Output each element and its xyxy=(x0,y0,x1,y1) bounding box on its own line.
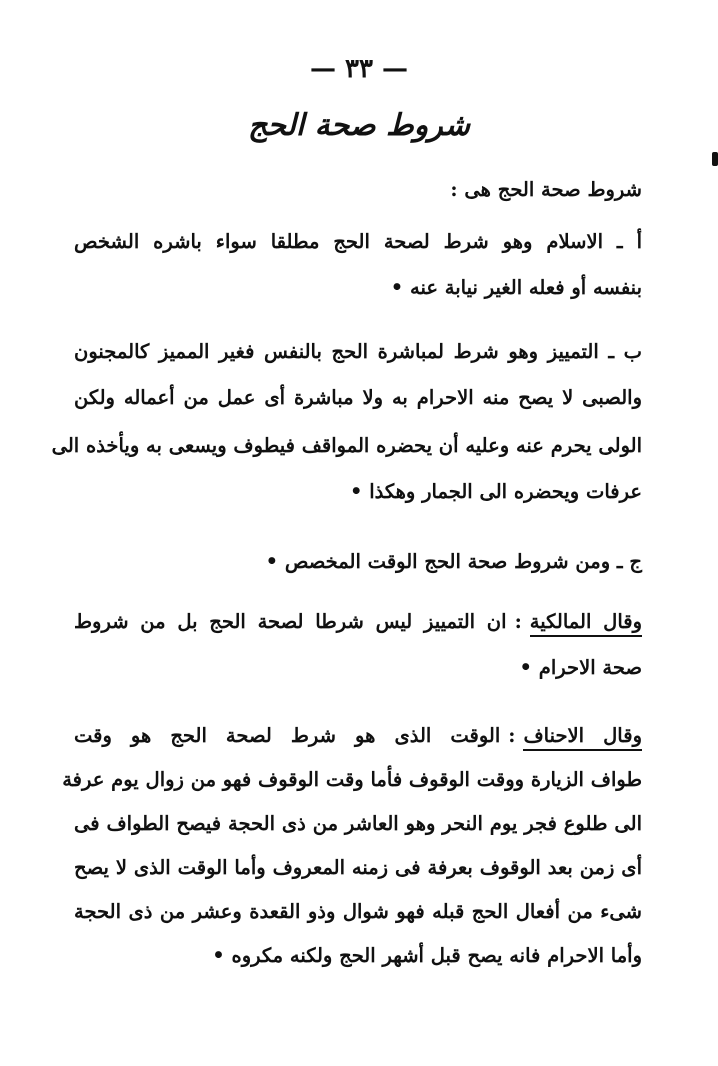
intro-line: شروط صحة الحج هى : xyxy=(450,178,642,201)
maliki-label: وقال المالكية xyxy=(530,610,642,637)
maliki-line-1 xyxy=(74,610,642,633)
hanafi-label: وقال الاحناف xyxy=(523,724,642,751)
hanafi-text: الوقت الذى هو شرط لصحة الحج هو وقت xyxy=(74,724,501,747)
condition-b-line-1: ب ـ التمييز وهو شرط لمباشرة الحج بالنفس فغير المميز كالمجنون xyxy=(74,340,642,363)
hanafi-line-6: وأما الاحرام فانه يصح قبل أشهر الحج ولكنه مكروه • xyxy=(212,944,642,967)
condition-b-line-2: والصبى لا يصح منه الاحرام به ولا مباشرة أى عمل من أعماله ولكن xyxy=(74,386,642,409)
maliki-line-2: صحة الاحرام • xyxy=(519,656,642,679)
condition-c-line: ج ـ ومن شروط صحة الحج الوقت المخصص • xyxy=(265,550,642,573)
hanafi-line-5: شىء من أفعال الحج قبله فهو شوال وذو القعدة وعشر من ذى الحجة xyxy=(74,900,642,923)
hanafi-colon: : xyxy=(508,724,516,747)
maliki-text: ان التمييز ليس شرطا لصحة الحج بل من شروط xyxy=(74,610,507,633)
hanafi-line-3: الى طلوع فجر يوم النحر وهو العاشر من ذى الحجة فيصح الطواف فى xyxy=(74,812,642,835)
condition-a-line-2: بنفسه أو فعله الغير نيابة عنه • xyxy=(390,276,642,299)
margin-mark xyxy=(712,152,718,166)
condition-b-line-3: الولى يحرم عنه وعليه أن يحضره المواقف فيطوف ويسعى به ويأخذه الى xyxy=(51,434,642,457)
condition-a-line-1: أ ـ الاسلام وهو شرط لصحة الحج مطلقا سواء باشره الشخص xyxy=(74,230,642,253)
hanafi-line-1 xyxy=(74,724,642,747)
hanafi-line-2: طواف الزيارة ووقت الوقوف فأما وقت الوقوف فهو من زوال يوم عرفة xyxy=(62,768,642,791)
page-number: — ٣٣ — xyxy=(309,54,409,84)
section-title: شروط صحة الحج xyxy=(248,108,470,143)
maliki-colon: : xyxy=(514,610,522,633)
condition-b-line-4: عرفات ويحضره الى الجمار وهكذا • xyxy=(349,480,642,503)
hanafi-line-4: أى زمن بعد الوقوف بعرفة فى زمنه المعروف وأما الوقت الذى لا يصح xyxy=(74,856,642,879)
